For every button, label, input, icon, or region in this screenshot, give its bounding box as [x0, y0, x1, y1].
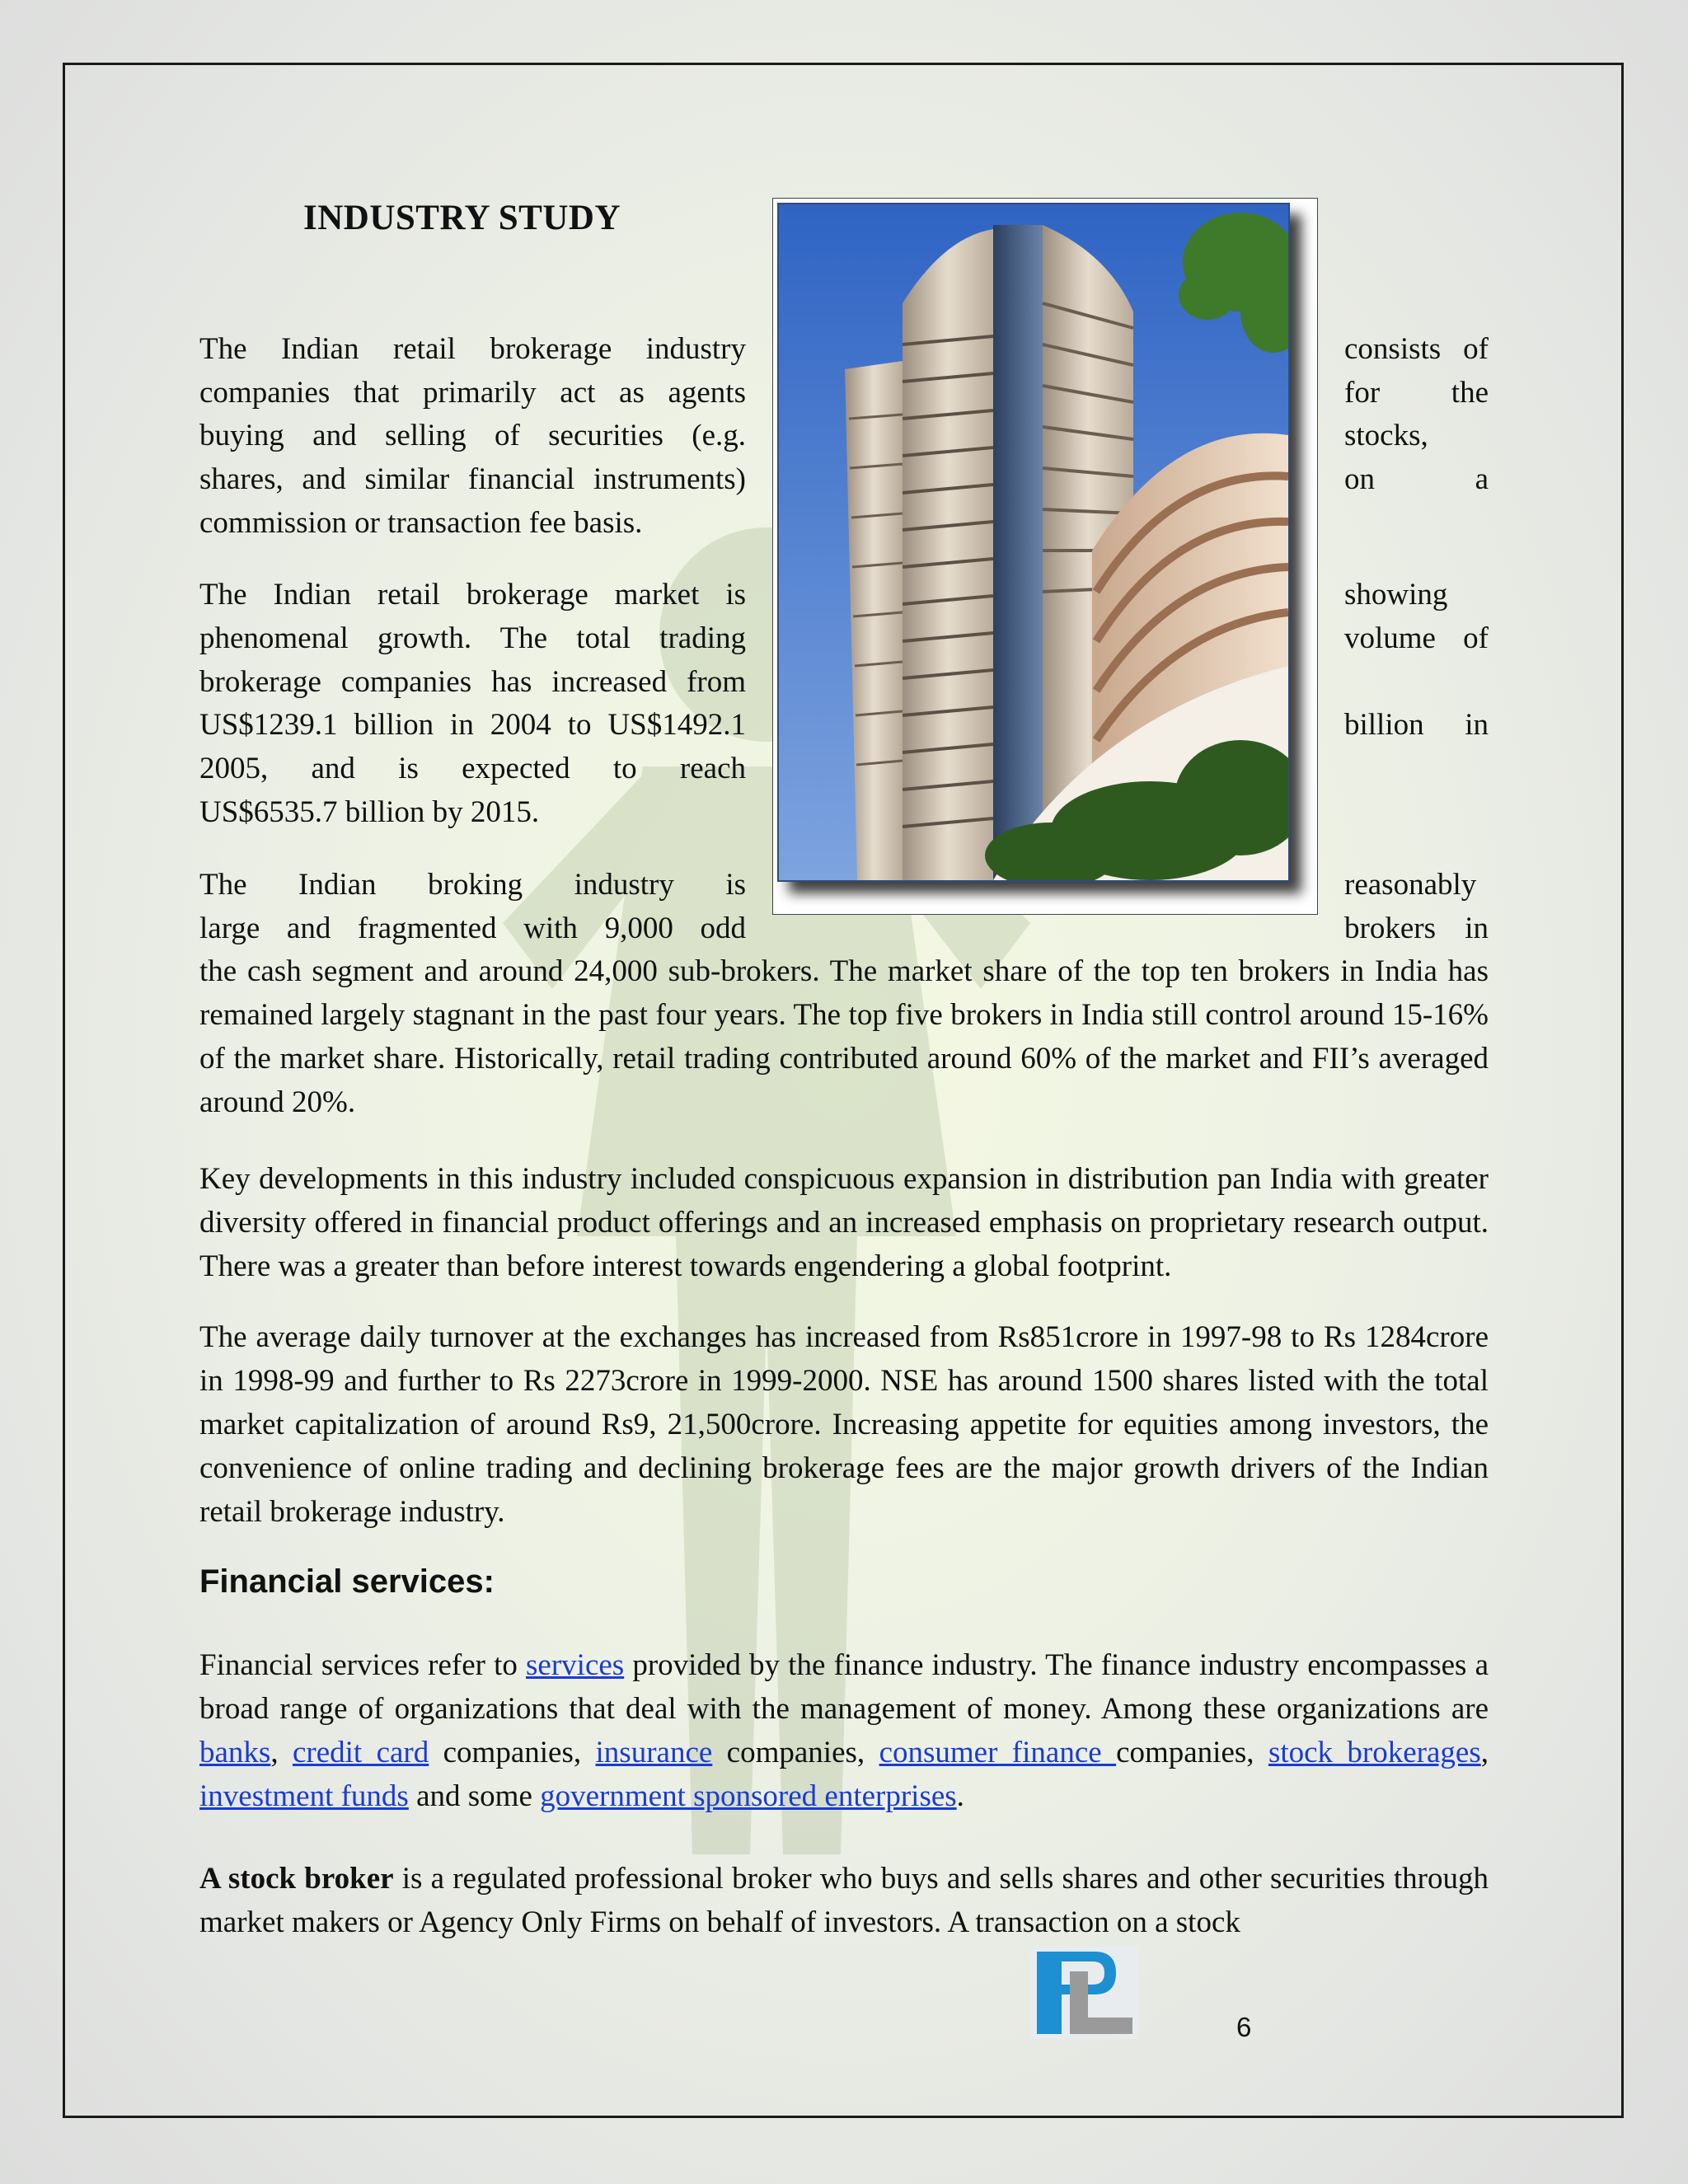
- page-title: INDUSTRY STUDY: [303, 199, 621, 237]
- link-banks[interactable]: banks: [199, 1736, 271, 1769]
- text-line: volume of: [1344, 621, 1489, 655]
- text-line: billion in: [1344, 708, 1489, 742]
- text-line: phenomenal growth. The total trading: [199, 621, 746, 655]
- text-span: companies,: [1116, 1736, 1268, 1769]
- text-line: reasonably: [1344, 868, 1477, 902]
- page-number: 6: [1236, 2012, 1252, 2042]
- company-logo: [1030, 1947, 1139, 2039]
- text-line: The Indian retail brokerage market is: [199, 578, 746, 612]
- link-investment-funds[interactable]: investment funds: [199, 1779, 409, 1813]
- text-line: brokerage companies has increased from: [199, 665, 746, 699]
- paragraph-5: The average daily turnover at the exchanges has increased from Rs851crore in 1997-98 to Rs 1284crore in 1998-99 and further to Rs 2273crore in 1999-2000. NSE has around 1500 shares listed with the total market capitalization of around Rs9, 21,500crore. Increasing appetite for equities among investors, the convenience of online trading and declining brokerage fees are the major growth drivers of the Indian retail brokerage industry.: [199, 1320, 1489, 1529]
- link-insurance[interactable]: insurance: [595, 1736, 713, 1769]
- text-line: on a: [1344, 462, 1489, 496]
- text-line: brokers in: [1344, 912, 1489, 945]
- text-line: 2005, and is expected to reach: [199, 752, 746, 785]
- text-line: shares, and similar financial instruments): [199, 462, 746, 496]
- text-span: and some: [408, 1779, 541, 1813]
- text-line: companies that primarily act as agents: [199, 376, 746, 410]
- text-line: stocks,: [1344, 419, 1428, 452]
- link-services[interactable]: services: [526, 1648, 625, 1682]
- text-line: US$1239.1 billion in 2004 to US$1492.1: [199, 708, 746, 742]
- paragraph-4: Key developments in this industry included conspicuous expansion in distribution pan India with greater diversity offered in financial product offerings and an increased emphasis on proprietary research output. There was a greater than before interest towards engendering a global footprint.: [199, 1162, 1489, 1283]
- link-government-sponsored-enterprises[interactable]: government sponsored enterprises: [540, 1779, 957, 1813]
- building-photo: [777, 203, 1290, 882]
- text-span: Financial services refer to: [199, 1648, 527, 1682]
- text-span: companies,: [712, 1736, 879, 1769]
- link-credit-card[interactable]: credit card: [292, 1736, 429, 1769]
- text-span: ,: [1480, 1736, 1489, 1769]
- link-consumer-finance[interactable]: consumer finance: [879, 1736, 1117, 1769]
- text-span: is a regulated professional broker who buys and sells shares and other securities through market makers or Agency Only Firms on behalf of investors. A transaction on a stock: [199, 1862, 1489, 1939]
- stock-broker-term: A stock broker: [199, 1862, 394, 1896]
- text-line: buying and selling of securities (e.g.: [199, 419, 746, 452]
- text-line: The Indian broking industry is: [199, 868, 746, 902]
- building-photo-frame: [772, 198, 1318, 915]
- text-line: showing: [1344, 578, 1448, 612]
- text-line: US$6535.7 billion by 2015.: [199, 795, 540, 829]
- financial-services-paragraph: [199, 1643, 1489, 1818]
- text-span: .: [956, 1779, 964, 1813]
- text-span: companies,: [429, 1736, 596, 1769]
- text-span: ,: [270, 1736, 293, 1769]
- text-line: The Indian retail brokerage industry: [199, 332, 746, 366]
- paragraph-3-continuation: the cash segment and around 24,000 sub-brokers. The market share of the top ten brokers in India has remained largely stagnant in the past four years. The top five brokers in India still control around 15-16% of the market share. Historically, retail trading contributed around 60% of the market and FII’s averaged around 20%.: [199, 954, 1489, 1119]
- text-line: commission or transaction fee basis.: [199, 506, 643, 540]
- link-stock-brokerages[interactable]: stock brokerages: [1268, 1736, 1481, 1769]
- financial-services-heading: Financial services:: [199, 1563, 495, 1600]
- text-span: provided by the finance industry. The finance industry encompasses a broad range of organizations that deal with the management of money. Among these organizations are: [199, 1648, 1489, 1726]
- text-line: consists of: [1344, 332, 1489, 366]
- text-line: for the: [1344, 376, 1489, 410]
- text-line: large and fragmented with 9,000 odd: [199, 912, 746, 945]
- stock-broker-paragraph: [199, 1857, 1489, 1944]
